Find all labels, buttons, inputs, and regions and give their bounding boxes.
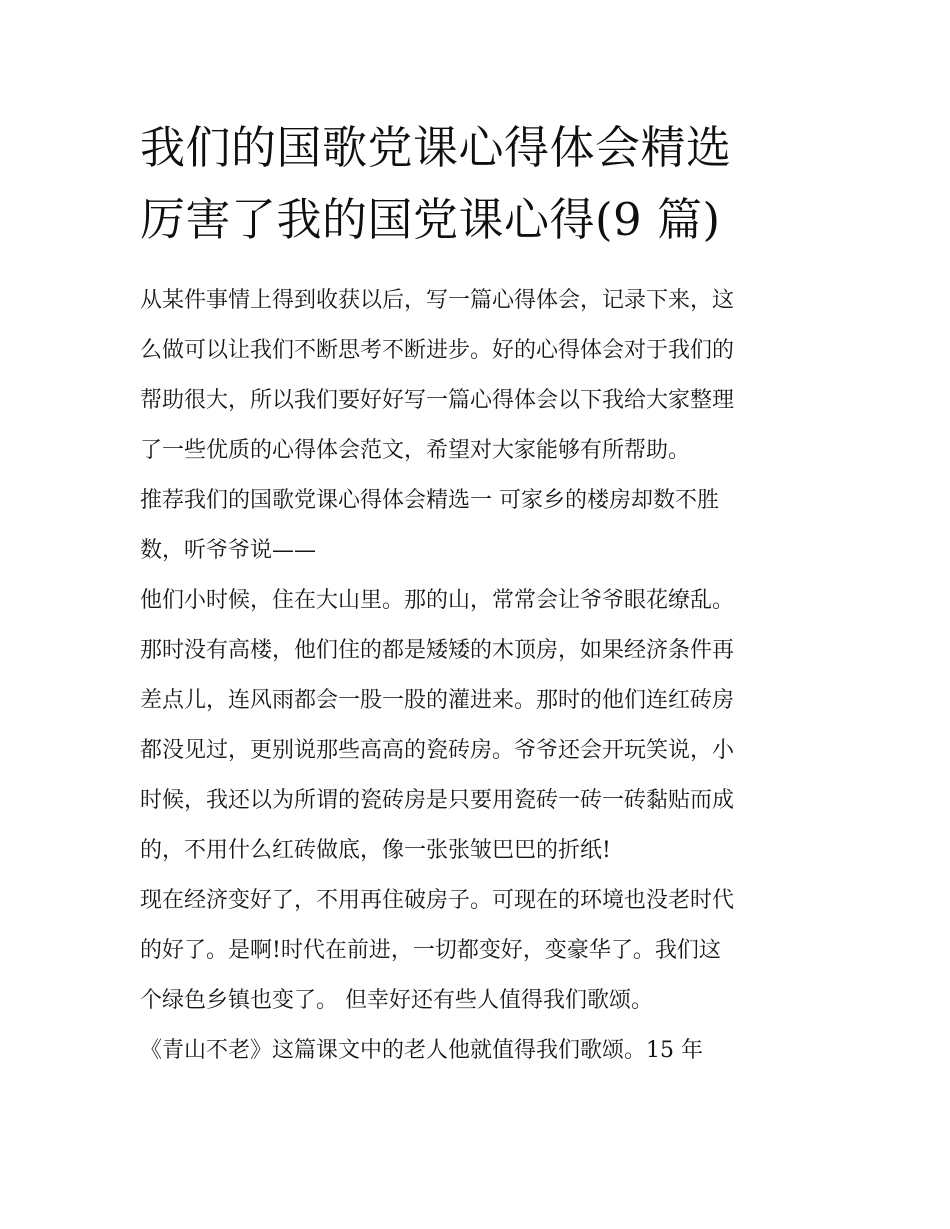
text-line: 时候，我还以为所谓的瓷砖房是只要用瓷砖一砖一砖黏贴而成 [140, 788, 735, 813]
title-line: 厉害了我的国党课心得(9 篇) [140, 193, 721, 246]
text-line: 的好了。是啊!时代在前进，一切都变好，变豪华了。我们这 [140, 938, 721, 963]
text-line: 帮助很大，所以我们要好好写一篇心得体会以下我给大家整理 [140, 388, 735, 413]
text-line: 的，不用什么红砖做底，像一张张皱巴巴的折纸! [140, 838, 611, 863]
title-line: 我们的国歌党课心得体会精选 [140, 121, 732, 174]
text-line: 差点儿，连风雨都会一股一股的灌进来。那时的他们连红砖房 [140, 688, 735, 713]
text-line: 都没见过，更别说那些高高的瓷砖房。爷爷还会开玩笑说，小 [140, 738, 735, 763]
document-body [140, 276, 812, 1076]
text-line: 从某件事情上得到收获以后，写一篇心得体会，记录下来，这 [140, 288, 735, 313]
text-line: 数，听爷爷说—— [140, 538, 317, 563]
text-line: 《青山不老》这篇课文中的老人他就值得我们歌颂。15 年 [140, 1038, 703, 1063]
paragraph-present [140, 876, 812, 1026]
text-line: 他们小时候，住在大山里。那的山，常常会让爷爷眼花缭乱。 [140, 588, 735, 613]
text-line: 那时没有高楼，他们住的都是矮矮的木顶房，如果经济条件再 [140, 638, 735, 663]
text-line: 么做可以让我们不断思考不断进步。好的心得体会对于我们的 [140, 338, 735, 363]
paragraph-intro [140, 276, 812, 476]
paragraph-qingshan [140, 1026, 812, 1076]
text-line: 了一些优质的心得体会范文，希望对大家能够有所帮助。 [140, 438, 691, 463]
document-title [140, 112, 820, 256]
text-line: 个绿色乡镇也变了。 但幸好还有些人值得我们歌颂。 [140, 988, 653, 1013]
text-line: 推荐我们的国歌党课心得体会精选一 可家乡的楼房却数不胜 [140, 488, 719, 513]
text-line: 现在经济变好了，不用再住破房子。可现在的环境也没老时代 [140, 888, 735, 913]
paragraph-childhood [140, 576, 812, 876]
paragraph-recommend [140, 476, 812, 576]
